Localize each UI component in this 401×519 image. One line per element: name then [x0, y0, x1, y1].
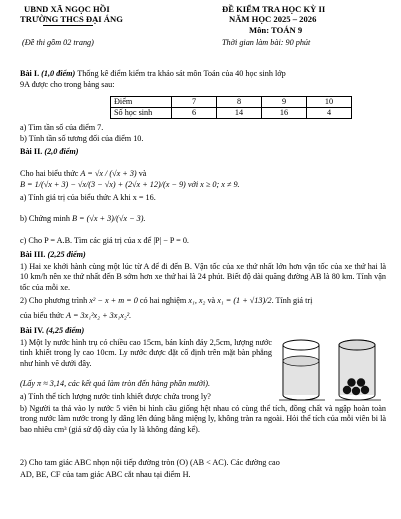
header-divider-left — [43, 25, 93, 26]
bai4-heading — [20, 326, 84, 336]
bai4-q2-line1: 2) Cho tam giác ABC nhọn nội tiếp đường tròn (O) (AB < AC). Các đường cao — [20, 458, 280, 467]
bai4-points: (4,25 điểm) — [46, 326, 85, 335]
bai3-q2-end: . Tính giá trị — [271, 296, 313, 305]
exam-title: ĐỀ KIỂM TRA HỌC KỲ II — [222, 4, 326, 14]
bai2-expr-b-line — [20, 180, 240, 190]
bai3-q2-expr: A = 3x₁²x₂ + 3x₁x₂². — [66, 311, 132, 320]
bai1-points: (1,0 điểm) — [41, 69, 76, 78]
bai4-q1-note: (Lấy π ≈ 3,14, các kết quả làm tròn đến hàng phần mười). — [20, 379, 211, 388]
bai4-q2-line2: AD, BE, CF của tam giác ABC cắt nhau tại điểm H. — [20, 470, 191, 479]
bai3-q1: 1) Hai xe khởi hành cùng một lúc từ A để đi đến B. Vận tốc của xe thứ nhất lớn hơn vận tốc của xe thứ hai là 10 km/h nên xe thứ nhất đến B sớm hơn xe thứ hai là 24 phút. Biết độ dài quãng đường AB là 80 km. Tính vận tốc của mỗi xe. — [20, 262, 386, 292]
bai2-qa: a) Tính giá trị của biểu thức A khi x = 16. — [20, 193, 156, 202]
bai3-q2-line2 — [20, 311, 131, 321]
bai2-and: và — [138, 169, 147, 178]
bai3-points: (2,25 điểm) — [47, 250, 86, 259]
bai2-qb — [20, 214, 146, 224]
table-cell: 4 — [307, 108, 352, 119]
table-cell: 9 — [262, 97, 307, 108]
bai2-qc: c) Cho P = A.B. Tìm các giá trị của x để |P| − P = 0. — [20, 236, 189, 245]
table-cell: 16 — [262, 108, 307, 119]
table-cell: Số học sinh — [111, 108, 172, 119]
bai2-heading — [20, 147, 78, 157]
bai2-intro — [20, 169, 146, 179]
school-year: NĂM HỌC 2025 – 2026 — [229, 14, 317, 24]
bai2-points: (2,0 điểm) — [44, 147, 79, 156]
bai1-qb: b) Tính tần số tương đối của điểm 10. — [20, 134, 144, 143]
bai4-qb: b) Người ta thả vào ly nước 5 viên bi hình cầu giống hệt nhau có cùng thể tích, đồng chất và ngập hoàn toàn trong nước làm nước trong ly dâng lên đúng bằng miệng ly, không tràn ra ngoài. Hỏi thể tích của mỗi viên bi là bao nhiêu cm³ (giả sử độ dày của ly là không đáng kể). — [20, 404, 386, 434]
bai3-title: Bài III. — [20, 250, 46, 259]
table-cell: 14 — [217, 108, 262, 119]
bai3-q2-pre2: của biểu thức — [20, 311, 64, 320]
pages-note: (Đề thi gồm 02 trang) — [22, 38, 94, 47]
bai1-line1 — [20, 69, 286, 79]
org-line1: UBND XÃ NGỌC HỒI — [24, 4, 110, 14]
bai3-q2-eq: x² − x + m = 0 — [89, 296, 138, 305]
bai4-qa: a) Tính thể tích lượng nước tinh khiết được chứa trong ly? — [20, 392, 211, 401]
time-note: Thời gian làm bài: 90 phút — [222, 38, 311, 47]
table-cell: 8 — [217, 97, 262, 108]
bai1-intro1: Thống kê điểm kiểm tra khảo sát môn Toán của 40 học sinh lớp — [77, 69, 286, 78]
bai2-intro-pre: Cho hai biểu thức — [20, 169, 79, 178]
table-cell: 6 — [172, 108, 217, 119]
bai4-title: Bài IV. — [20, 326, 44, 335]
bai3-q2-x1: x₁ = (1 + √13)/2 — [217, 296, 272, 305]
score-table — [110, 96, 352, 119]
bai3-q2-roots: x₁, x₂ — [188, 296, 206, 305]
bai1-intro2: 9A được cho trong bảng sau: — [20, 80, 115, 89]
table-cell: Điểm — [111, 97, 172, 108]
subject: Môn: TOÁN 9 — [249, 25, 303, 35]
bai3-q2-mid: có hai nghiệm — [139, 296, 187, 305]
cylinder-glass-icon — [277, 337, 387, 403]
bai2-cond: với x ≥ 0; x ≠ 9. — [187, 180, 240, 189]
org-line2: TRƯỜNG THCS ĐẠI ÁNG — [20, 14, 123, 24]
bai3-q2-and: và — [207, 296, 216, 305]
glasses-figure — [277, 337, 387, 408]
bai2-title: Bài II. — [20, 147, 43, 156]
table-cell: 7 — [172, 97, 217, 108]
bai3-heading — [20, 250, 86, 260]
bai2-qb-pre: b) Chứng minh — [20, 214, 70, 223]
expr-a: A = √x / (√x + 3) — [80, 169, 137, 178]
expr-b: B = 1/(√x + 3) − √x/(3 − √x) + (2√x + 12)/(x − 9) — [20, 180, 186, 189]
bai3-q2-line1 — [20, 296, 312, 306]
table-row — [111, 97, 352, 108]
table-cell: 10 — [307, 97, 352, 108]
table-row — [111, 108, 352, 119]
bai1-qa: a) Tìm tần số của điểm 7. — [20, 123, 104, 132]
bai2-qb-expr: B = (√x + 3)/(√x − 3). — [71, 214, 146, 223]
bai3-q2-pre: 2) Cho phương trình — [20, 296, 88, 305]
bai4-q1: 1) Một ly nước hình trụ có chiều cao 15cm, bán kính đáy 2,5cm, lượng nước tinh khiết trong ly cao 10cm. Ly nước được đặt cố định trên mặt bàn phẳng như hình vẽ dưới đây. — [20, 338, 272, 368]
bai1-title: Bài I. — [20, 69, 40, 78]
